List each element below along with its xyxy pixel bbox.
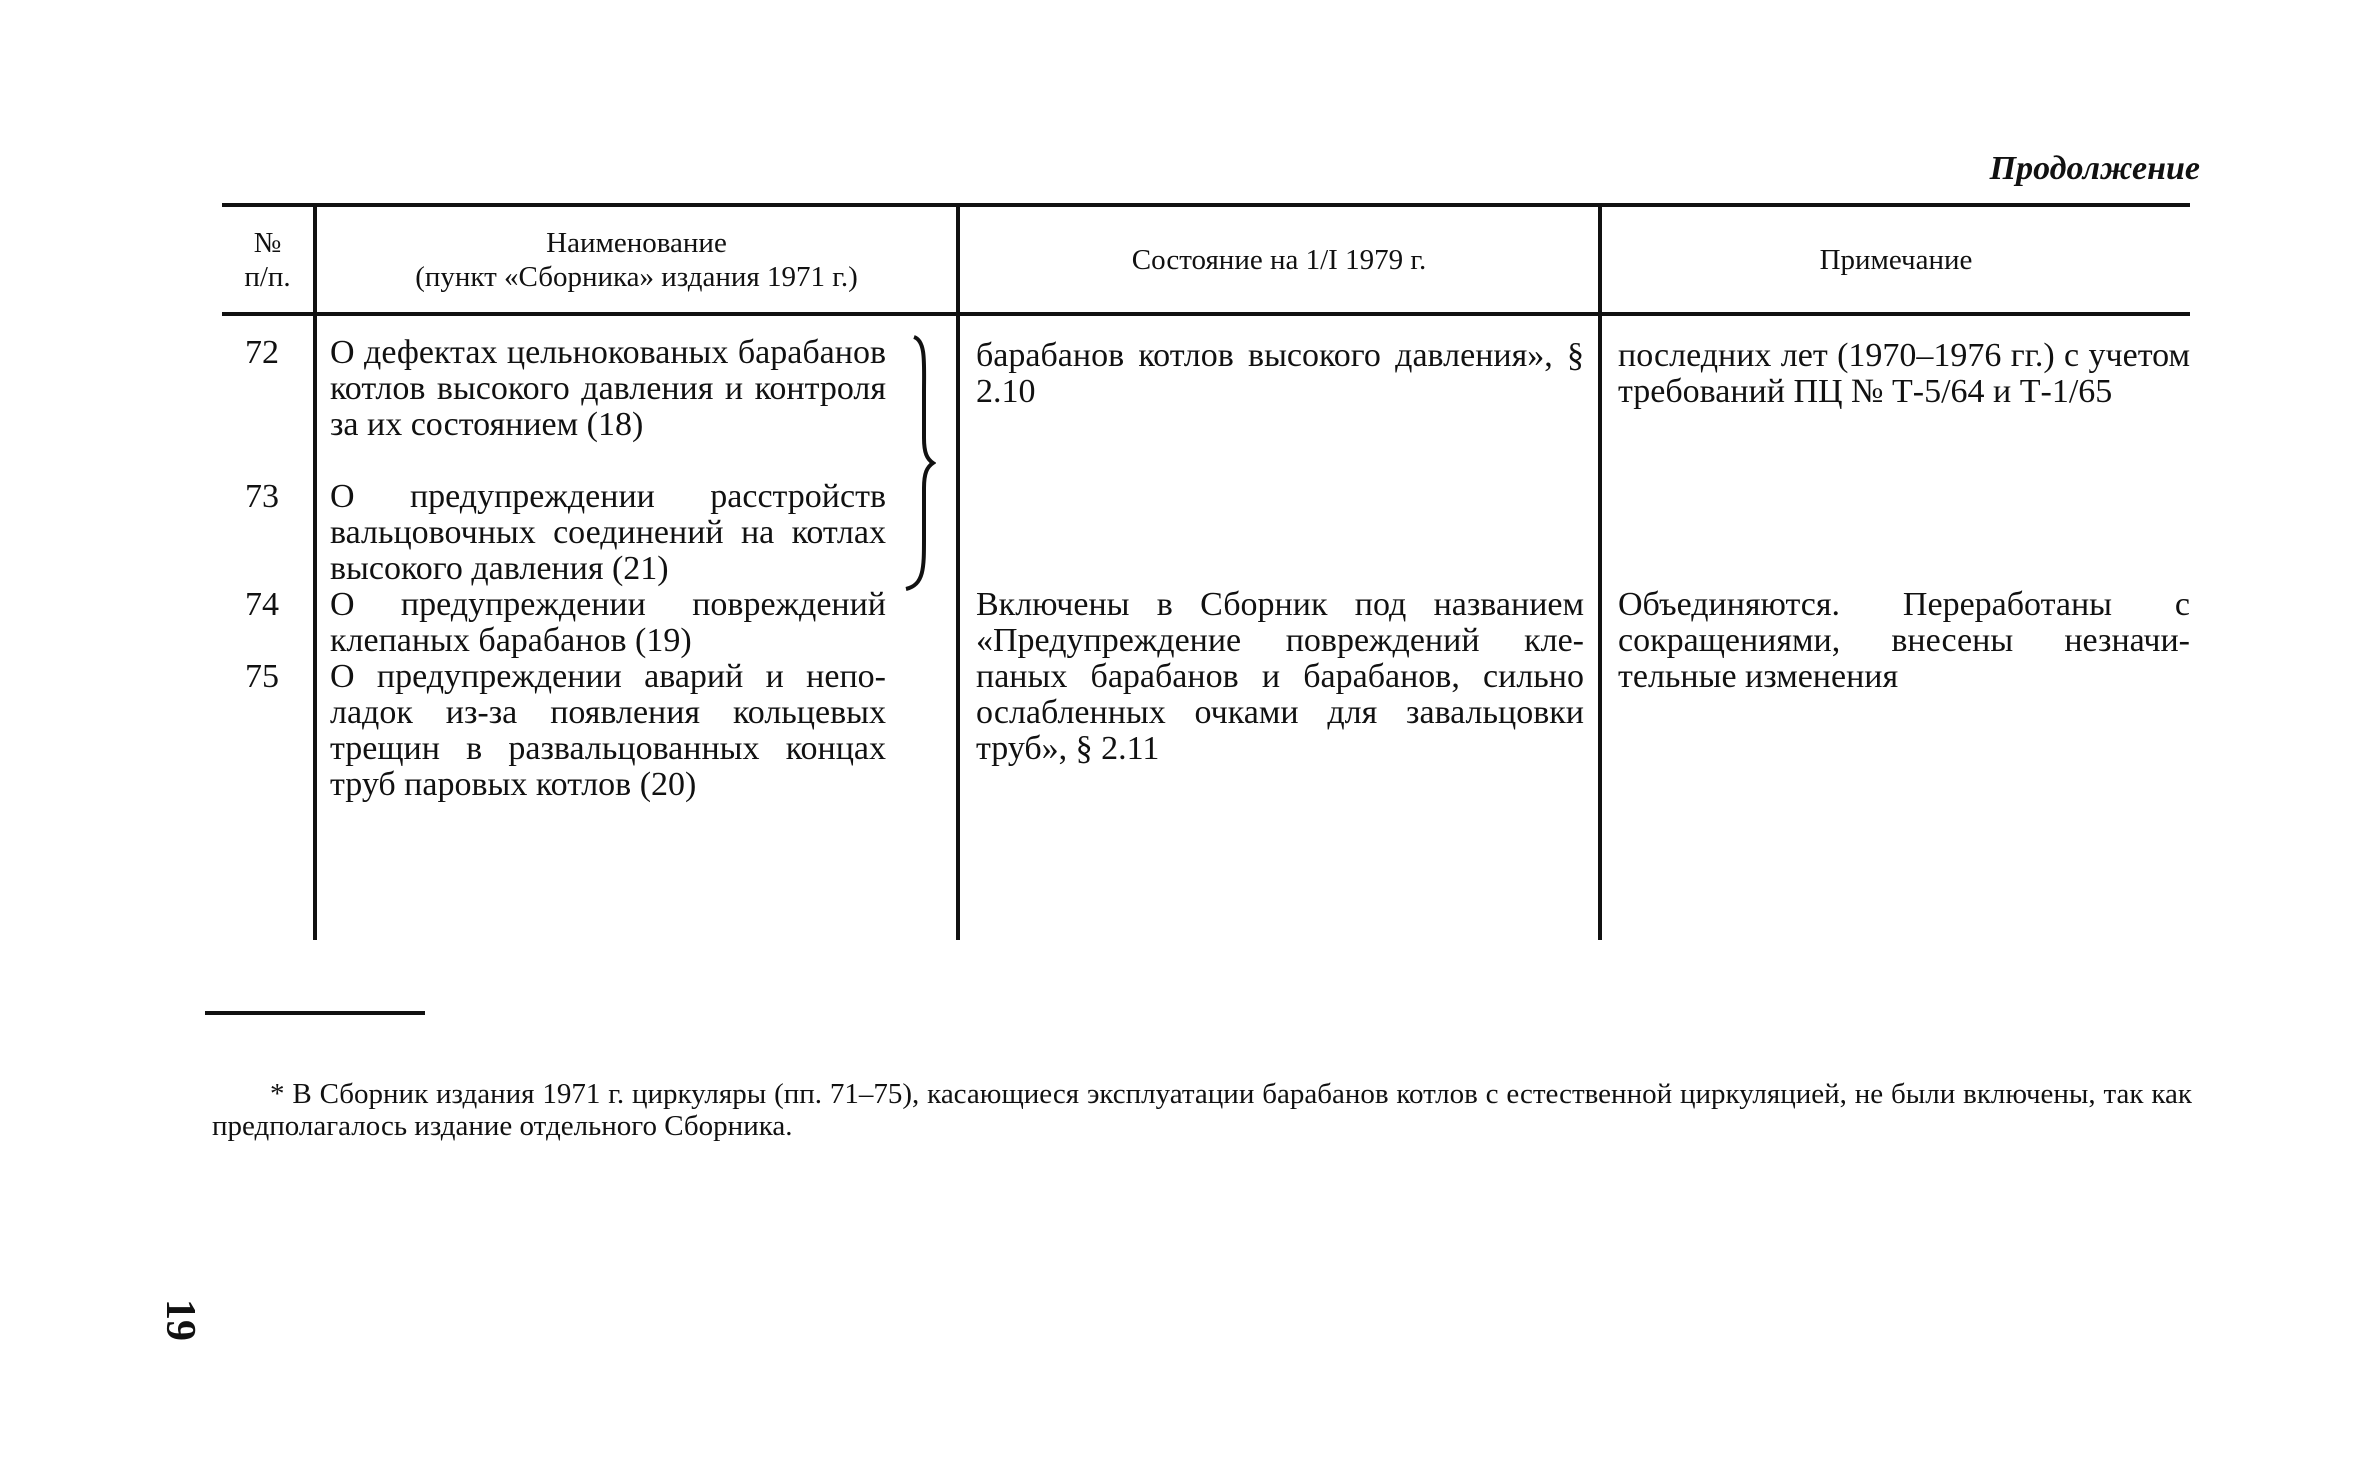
note-group-1: последних лет (1970–1976 гг.) с учетом требований ПЦ № Т-5/64 и Т-1/65 bbox=[1618, 337, 2190, 410]
column-divider-3 bbox=[1598, 203, 1602, 940]
row-number-75: 75 bbox=[245, 658, 279, 695]
continuation-label: Продолжение bbox=[1989, 150, 2200, 187]
header-name-line1: Наименование bbox=[546, 227, 727, 259]
row-number-73: 73 bbox=[245, 478, 279, 515]
header-name-line2: (пункт «Сборника» издания 1971 г.) bbox=[415, 261, 858, 293]
row-name-74: О предупреждении повреждений клепаных барабанов (19) bbox=[330, 586, 886, 659]
row-number-72: 72 bbox=[245, 334, 279, 371]
column-divider-1 bbox=[313, 203, 317, 940]
status-group-1: барабанов котлов высокого давления», § 2.10 bbox=[976, 337, 1584, 410]
header-number-line2: п/п. bbox=[244, 261, 291, 293]
header-number-line1: № bbox=[253, 227, 282, 259]
header-status: Состояние на 1/I 1979 г. bbox=[1131, 244, 1427, 276]
column-divider-2 bbox=[956, 203, 960, 940]
status-group-2: Включены в Сборник под названием «Предупреждение повреждений клепаных барабанов и барабанов, сильно ослабленных очками для завальцовки труб», § 2.11 bbox=[976, 586, 1584, 767]
row-name-72: О дефектах цельнокованых барабанов котлов высокого давления и контроля за их состоянием (18) bbox=[330, 334, 886, 443]
note-group-2: Объединяются. Переработаны с сокращениями, внесены незначительные изменения bbox=[1618, 586, 2190, 695]
grouping-brace bbox=[900, 333, 936, 593]
page-number: 19 bbox=[157, 1299, 203, 1341]
header-note: Примечание bbox=[1819, 244, 1973, 276]
header-name bbox=[317, 226, 956, 294]
header-number bbox=[222, 226, 313, 294]
footnote: * В Сборник издания 1971 г. циркуляры (пп. 71–75), касающиеся эксплуатации барабанов котлов с естественной циркуляцией, не были включены, так как предполагалось издание отдельного Сборника. bbox=[212, 1078, 2192, 1142]
row-number-74: 74 bbox=[245, 586, 279, 623]
table-top-rule bbox=[222, 203, 2190, 207]
table-header-rule bbox=[222, 312, 2190, 316]
row-name-75: О предупреждении аварий и неполадок из-за появления кольцевых трещин в развальцованных концах труб паровых котлов (20) bbox=[330, 658, 886, 803]
footnote-rule bbox=[205, 1011, 425, 1015]
row-name-73: О предупреждении расстройств вальцовочных соединений на котлах высокого давления (21) bbox=[330, 478, 886, 587]
